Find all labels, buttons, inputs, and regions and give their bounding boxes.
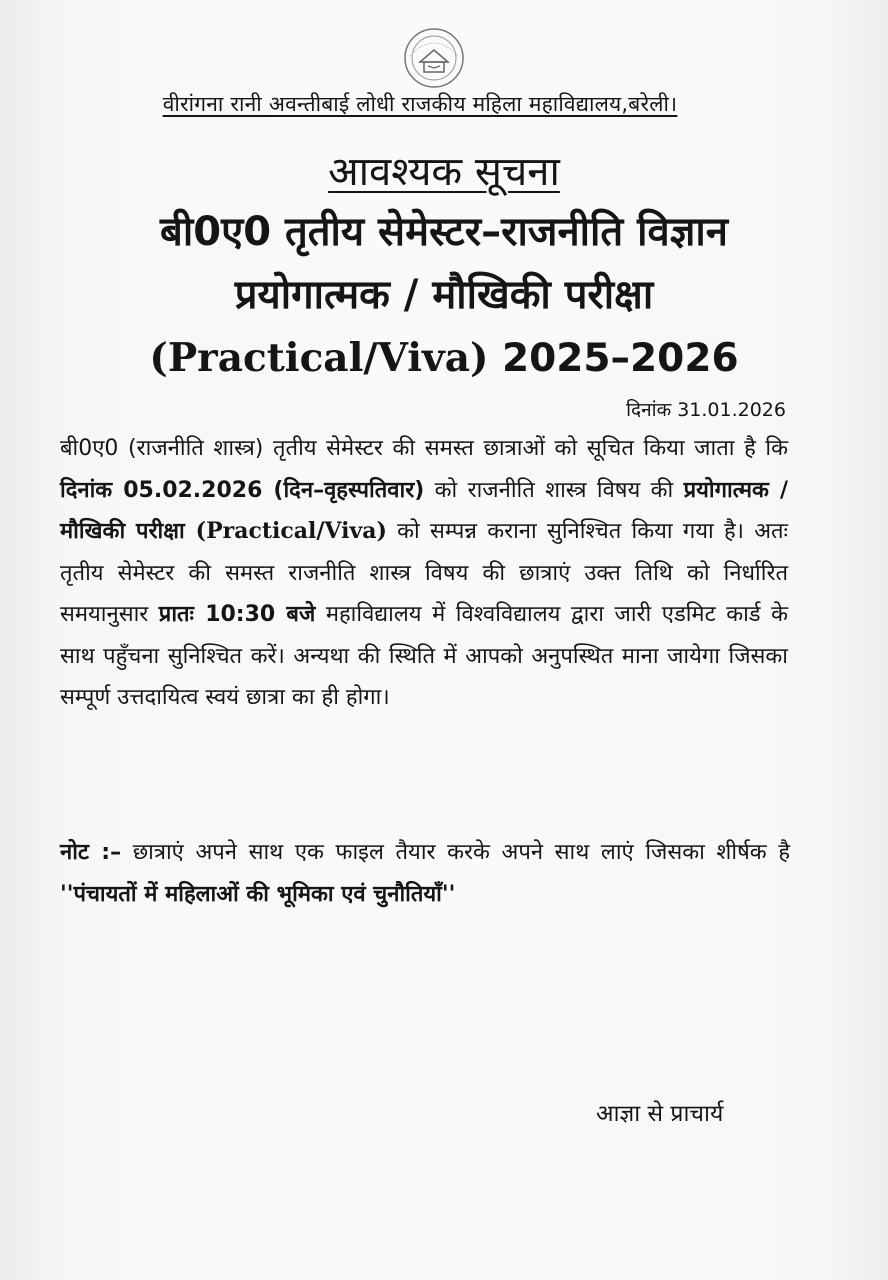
notice-body	[60, 428, 788, 719]
exam-time: प्रातः 10:30 बजे	[158, 602, 316, 627]
body-text-2: को राजनीति शास्त्र विषय की	[424, 477, 684, 503]
notice-heading-text: आवश्यक सूचना	[328, 149, 560, 195]
title-line-2: प्रयोगात्मक / मौखिकी परीक्षा	[234, 272, 654, 318]
exam-type-english: (Practical/Viva)	[184, 518, 387, 544]
title-year: 2025–2026	[502, 336, 739, 381]
exam-type: प्रयोगात्मक / मौखिकी परीक्षा	[60, 477, 788, 544]
note-topic: ''पंचायतों में महिलाओं की भूमिका एवं चुनौतियाँ''	[60, 882, 456, 907]
body-text-3: को सम्पन्न कराना सुनिश्चित किया गया है। अतः तृतीय सेमेस्टर की समस्त राजनीति शास्त्र विषय की छात्राएं उक्त तिथि को निर्धारित समयानुसार	[60, 519, 789, 627]
body-text-1: बी0ए0 (राजनीति शास्त्र) तृतीय सेमेस्टर की समस्त छात्राओं को सूचित किया जाता है कि	[60, 436, 788, 461]
college-name: वीरांगना रानी अवन्तीबाई लोधी राजकीय महिला महाविद्यालय,बरेली।	[162, 92, 678, 116]
title-line-3	[0, 326, 888, 391]
note-text: छात्राएं अपने साथ एक फाइल तैयार करके अपने साथ लाएं जिसका शीर्षक है	[121, 840, 791, 865]
body-text-4: महाविद्यालय में विश्वविद्यालय द्वारा जारी एडमिट कार्ड के साथ पहुँचना सुनिश्चित करें। अन्यथा की स्थिति में आपको अनुपस्थित माना जायेगा जिसका सम्पूर्ण उत्तदायित्व स्वयं छात्रा का ही होगा।	[60, 602, 788, 710]
college-emblem-icon	[402, 26, 466, 90]
notice-heading	[0, 142, 888, 197]
exam-date: दिनांक 05.02.2026 (दिन–वृहस्पतिवार)	[60, 477, 425, 503]
note-label: नोट :–	[60, 840, 122, 865]
title-practical-viva: (Practical/Viva)	[149, 335, 489, 381]
signature: आज्ञा से प्राचार्य	[596, 1101, 724, 1127]
note-section	[60, 832, 790, 916]
title-line-1: बी0ए0 तृतीय सेमेस्टर–राजनीति विज्ञान	[160, 209, 728, 255]
notice-date: दिनांक 31.01.2026	[626, 399, 786, 421]
